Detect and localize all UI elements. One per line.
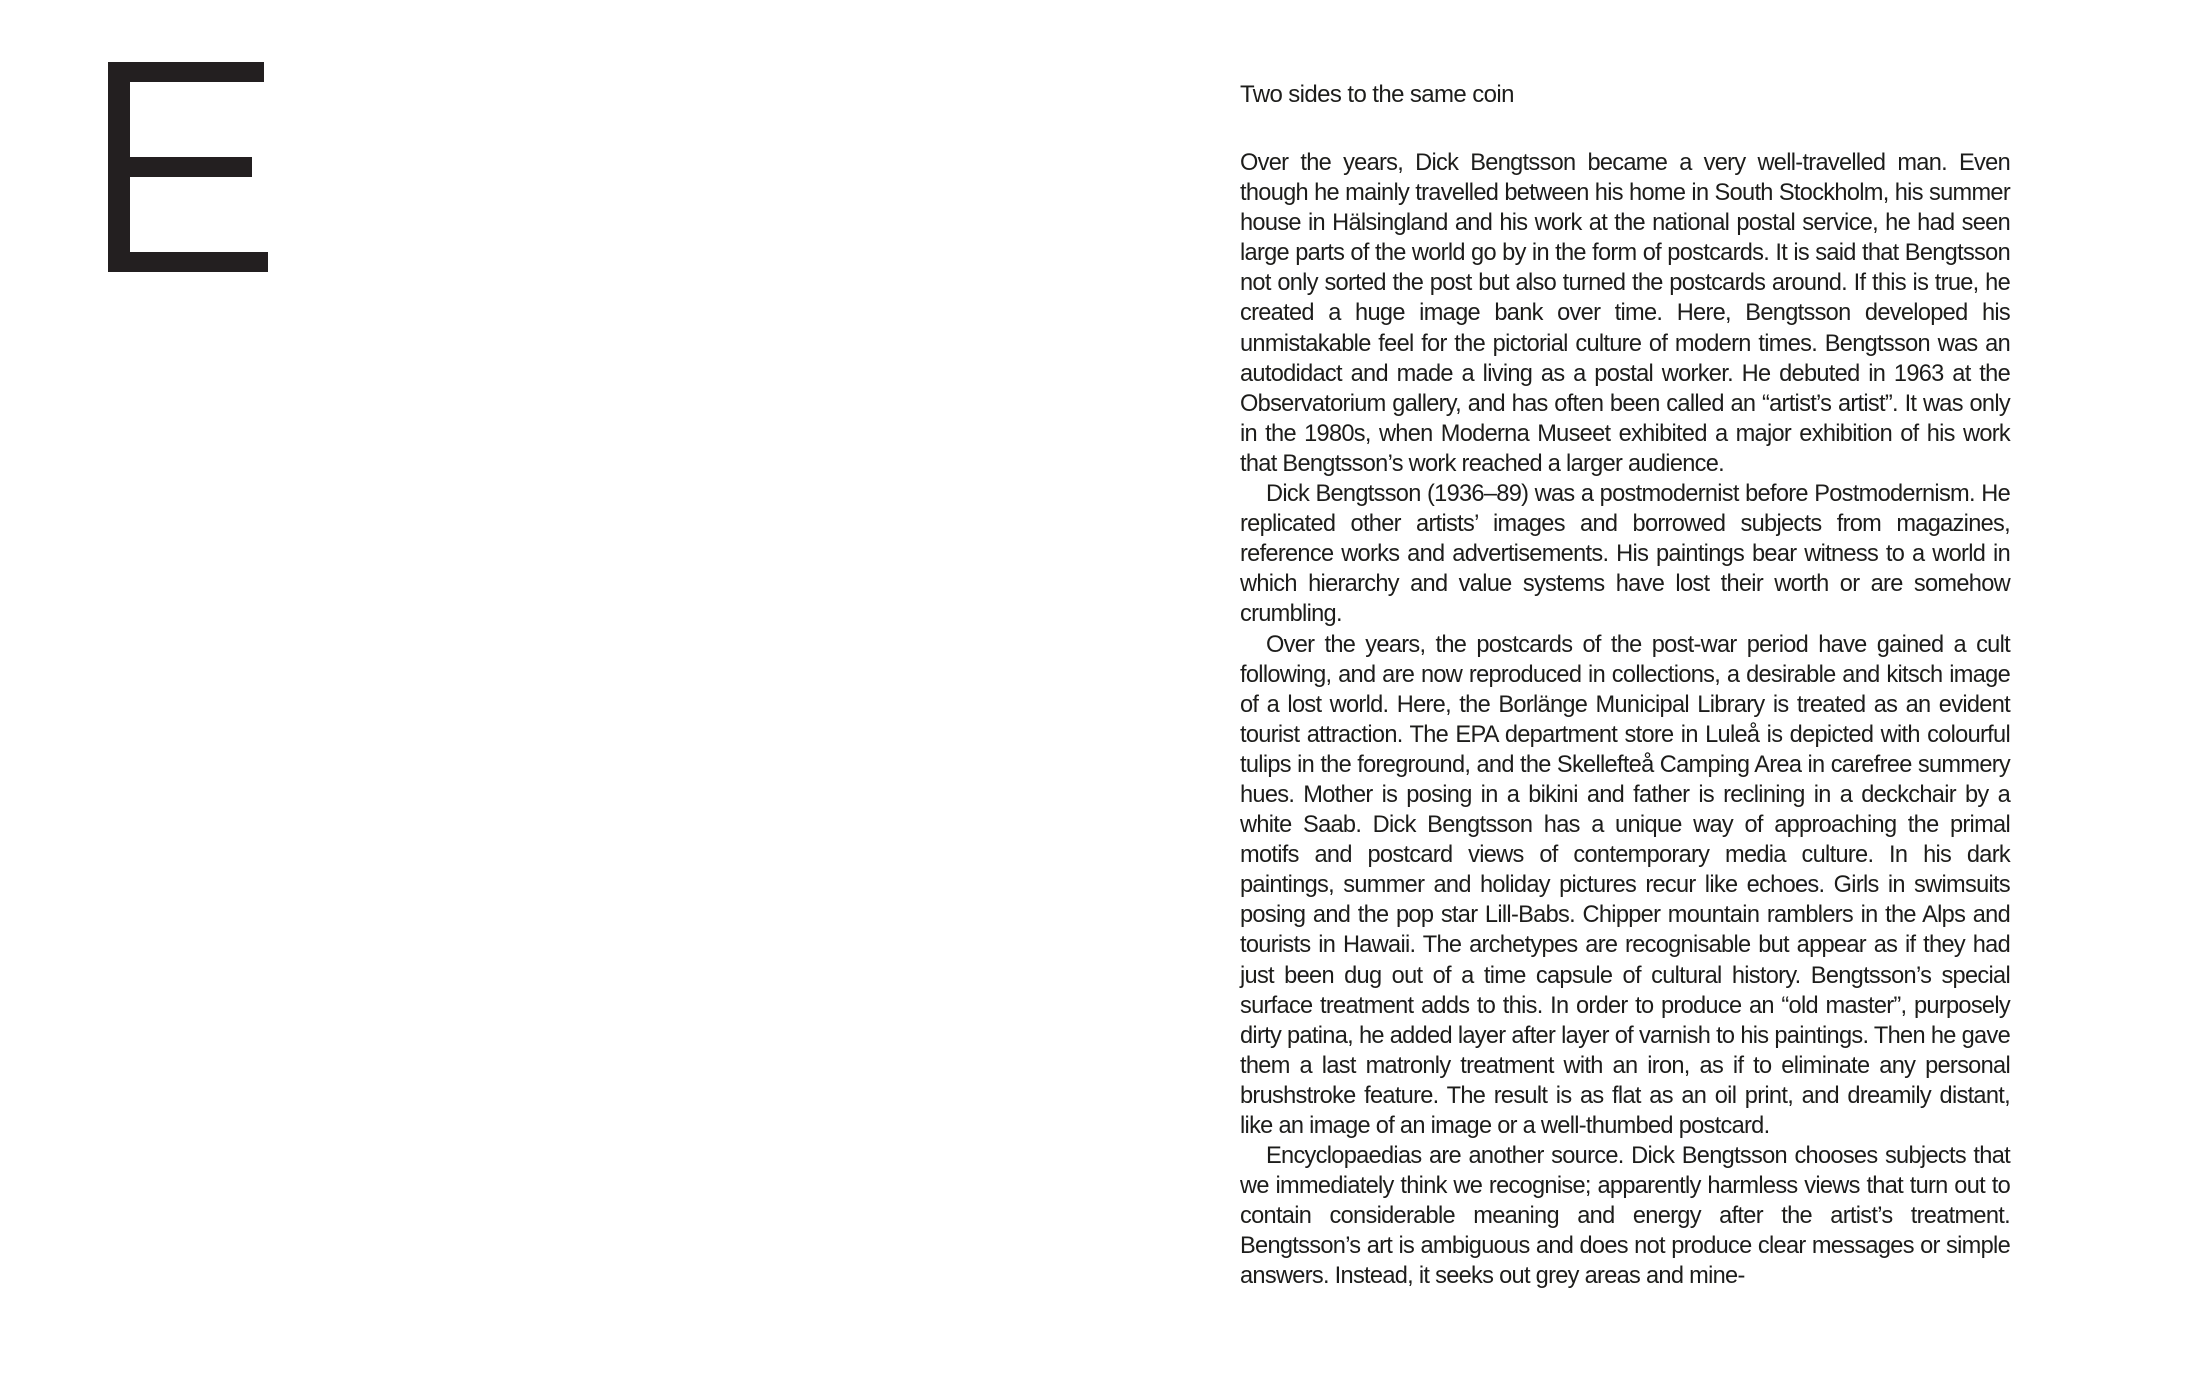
paragraph-4: Encyclopaedias are another source. Dick Bengtsson chooses subjects that we immediately think we recognise; apparently harmless views that turn out to contain considerable meaning and energy after the artist’s treatment. Bengtsson’s art is ambiguous and does not produce clear messages or simple answers. Instead, it seeks out grey areas and mine- [1240, 1143, 2010, 1290]
paragraph-1: Over the years, Dick Bengtsson became a very well-travelled man. Even though he mainly travelled between his home in South Stockholm, his summer house in Hälsingland and his work at the national postal service, he had seen large parts of the world go by in the form of postcards. It is said that Bengtsson not only sorted the post but also turned the postcards around. If this is true, he created a huge image bank over time. Here, Bengtsson developed his unmistakable feel for the pictorial culture of modern times. Bengtsson was an autodidact and made a living as a postal worker. He debuted in 1963 at the Observatorium gallery, and has often been called an “artist’s artist”. It was only in the 1980s, when Moderna Museet exhibited a major exhibition of his work that Bengtsson’s work reached a larger audience. [1240, 150, 2010, 477]
paragraph-3: Over the years, the postcards of the post-war period have gained a cult following, and are now reproduced in collections, a desirable and kitsch image of a lost world. Here, the Borlänge Municipal Library is treated as an evident tourist attraction. The EPA department store in Luleå is depicted with colourful tulips in the foreground, and the Skellefteå Camping Area in carefree summery hues. Mother is posing in a bikini and father is reclining in a deckchair by a white Saab. Dick Bengtsson has a unique way of approaching the primal motifs and postcard views of contemporary media culture. In his dark paintings, summer and holiday pictures recur like echoes. Girls in swimsuits posing and the pop star Lill-Babs. Chipper mountain ramblers in the Alps and tourists in Hawaii. The archetypes are recognisable but appear as if they had just been dug out of a time capsule of cultural history. Bengtsson’s special surface treatment adds to this. In order to produce an “old master”, purposely dirty patina, he added layer after layer of varnish to his paintings. Then he gave them a last matronly treatment with an iron, as if to eliminate any personal brushstroke feature. The result is as flat as an oil print, and dreamily distant, like an image of an image or a well-thumbed postcard. [1240, 631, 2010, 1139]
section-heading: Two sides to the same coin [1240, 81, 1514, 108]
article-body [1240, 148, 2010, 1292]
initial-letter-glyph [108, 62, 268, 332]
initial-letter [108, 62, 268, 332]
article-column [1240, 78, 2010, 1292]
paragraph-2: Dick Bengtsson (1936–89) was a postmodernist before Postmodernism. He replicated other artists’ images and borrowed subjects from magazines, reference works and advertisements. His paintings bear witness to a world in which hierarchy and value systems have lost their worth or are somehow crumbling. [1240, 481, 2010, 628]
